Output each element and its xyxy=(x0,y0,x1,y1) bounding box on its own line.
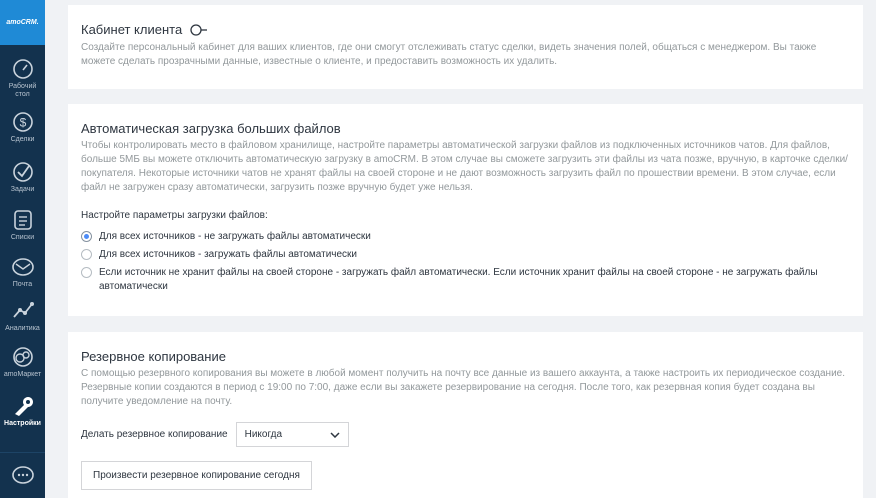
download-option-conditional[interactable] xyxy=(81,266,851,294)
nav-item-market[interactable] xyxy=(0,345,45,379)
chat-icon xyxy=(11,464,35,488)
svg-text:$: $ xyxy=(19,115,26,130)
radio-button[interactable] xyxy=(81,249,92,260)
nav-item-analytics[interactable] xyxy=(0,299,45,333)
chevron-down-icon xyxy=(330,432,340,438)
nav-item-tasks[interactable] xyxy=(0,160,45,194)
client-cabinet-description: Создайте персональный кабинет для ваших клиентов, где они смогут отслеживать статус сделки, видеть значения полей, общаться с менеджером. Вы также можете сделать прозрачными данные, известные о клиенте, и предоставить возможность их удалить. xyxy=(81,42,817,67)
check-icon xyxy=(11,160,35,184)
nav-item-lists[interactable] xyxy=(0,208,45,242)
download-option-none[interactable] xyxy=(81,230,851,244)
download-option-label: Для всех источников - загружать файлы автоматически xyxy=(99,249,358,260)
nav-item-dashboard[interactable] xyxy=(0,57,45,99)
mail-icon xyxy=(11,255,35,279)
chat-button[interactable] xyxy=(0,452,45,498)
backup-frequency-value: Никогда xyxy=(244,429,283,440)
download-options-title: Настройте параметры загрузки файлов: xyxy=(81,210,268,221)
auto-download-description: Чтобы контролировать место в файловом хранилище, настройте параметры автоматической загрузки файлов из подключенных источников чатов. Для файлов, больше 5МБ вы можете отключить автоматическую загрузку в amoCRM. В этом случае вы сможете загрузить эти файлы из чата позже, вручную, в карточке сделки/покупателя. Некоторые источники чатов не хранят файлы на своей стороне и не дают возможность загрузить файл по прошествии времени. В этом случае, если файл не загружен сразу автоматически, загрузить позже вручную будет уже нельзя. xyxy=(81,140,848,193)
client-cabinet-panel xyxy=(68,5,863,89)
nav-item-settings[interactable] xyxy=(0,394,45,428)
nav-label-tasks: Задачи xyxy=(10,186,35,193)
backup-frequency-select[interactable] xyxy=(236,422,349,447)
backup-panel xyxy=(68,332,863,498)
auto-download-panel xyxy=(68,104,863,316)
analytics-icon xyxy=(11,299,35,323)
logo-text: amoCRM. xyxy=(6,19,39,26)
dollar-icon xyxy=(11,110,35,134)
nav-label-lists: Списки xyxy=(10,234,35,241)
backup-description: С помощью резервного копирования вы можете в любой момент получить на почту все данные из вашего аккаунта, а также настроить их периодическое создание. Резервные копии создаются в период с 19:00 по 7:00, даже если вы закажете резервирование на сегодня. После того, как резервная копия будет создана вы получите уведомление на почту. xyxy=(81,368,846,407)
settings-icon xyxy=(11,394,35,418)
nav-label-dashboard: Рабочий стол xyxy=(8,83,37,98)
nav-label-mail: Почта xyxy=(12,281,33,288)
nav-item-mail[interactable] xyxy=(0,255,45,289)
nav-label-analytics: Аналитика xyxy=(5,325,40,332)
backup-title: Резервное копирование xyxy=(81,349,226,364)
backup-now-button[interactable]: Произвести резервное копирование сегодня xyxy=(81,461,312,490)
client-cabinet-toggle[interactable] xyxy=(190,24,210,36)
radio-button[interactable] xyxy=(81,231,92,242)
download-option-label: Для всех источников - не загружать файлы автоматически xyxy=(99,231,371,242)
lists-icon xyxy=(11,208,35,232)
nav-label-settings: Настройки xyxy=(4,420,41,427)
nav-label-deals: Сделки xyxy=(10,136,35,143)
nav-item-deals[interactable] xyxy=(0,110,45,144)
download-option-all[interactable] xyxy=(81,248,851,262)
download-option-label: Если источник не хранит файлы на своей стороне - загружать файл автоматически. Если источник хранит файлы на своей стороне - не загружать файлы автоматически xyxy=(99,267,818,292)
nav-label-market: amoМаркет xyxy=(3,371,42,378)
logo[interactable] xyxy=(0,0,45,45)
auto-download-title: Автоматическая загрузка больших файлов xyxy=(81,121,341,136)
sidebar xyxy=(0,0,45,498)
client-cabinet-title: Кабинет клиента xyxy=(81,22,183,37)
backup-select-label: Делать резервное копирование xyxy=(81,429,228,440)
market-icon xyxy=(11,345,35,369)
radio-button[interactable] xyxy=(81,267,92,278)
dashboard-icon xyxy=(11,57,35,81)
